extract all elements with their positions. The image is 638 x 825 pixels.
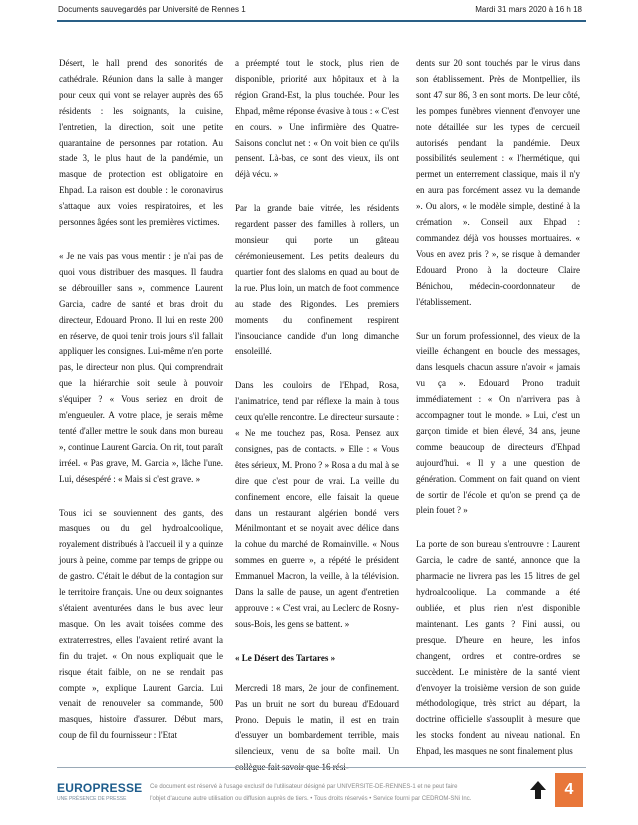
- page-number-badge: 4: [555, 773, 583, 807]
- paragraph: La porte de son bureau s'entrouvre : Laurent Garcia, le cadre de santé, annonce que la pharmacie ne livrera pas les 15 litres de gel hydroalcoolique. La commande a été oubliée, et plus rien n'est disponible maintenant. Les gants ? Fini aussi, ou presque. D'heure en heure, les infos changent, ordres et contre-ordres se succèdent. Le ministère de la santé vient d'envoyer la troisième version de son guide méthodologique, très strict au départ, la doctrine officielle s'assouplit à mesure que les stocks fondent au niveau national. En Ehpad, les masques ne sont finalement plus: [416, 539, 580, 757]
- scroll-to-top-button[interactable]: [528, 778, 548, 802]
- paragraph: Tous ici se souviennent des gants, des masques ou du gel hydroalcoolique, royalement distribués à l'accueil il y a quinze jours à peine, comme par temps de grippe ou de gastro. C'était le début de la contagion sur le territoire français. Une ou deux soignantes s'étaient aventurées dans le bus avec leur masque. On les avait toisées comme des extraterrestres, elles l'avaient retiré avant la fin du trajet. « On nous expliquait que le risque était faible, on ne se rendait pas compte », explique Laurent Garcia. Lui venait de renouveler sa commande, 500 masques, histoire d'assurer. Début mars, coup de fil du fournisseur : l'Etat: [59, 507, 223, 741]
- header-source: Documents sauvegardés par Université de Rennes 1: [58, 5, 246, 14]
- europresse-logo: [57, 781, 152, 802]
- paragraph: Dans les couloirs de l'Ehpad, Rosa, l'animatrice, tend par réflexe la main à tous ceux qu'elle rencontre. Le directeur sursaute : « Ne me touchez pas, Rosa. Pensez aux consignes, pas de contacts. » Elle : « Vous êtes sérieux, M. Prono ? » Rosa a du mal à se dire que c'est pour de vrai. La veille du confinement encore, elle faisait la queue dans un restaurant algérien bondé vers Ménilmontant et se noyait avec délice dans la cohue du marché de Romainville. « Nous sommes en guerre », a répété le président Emmanuel Macron, la veille, à la télévision. Dans la salle de pause, un agent d'entretien approuve : « C'est vrai, au Leclerc de Rosny-sous-Bois, les gens se battent. »: [235, 380, 399, 629]
- article-column-1: [59, 56, 223, 762]
- arrow-up-icon: [528, 778, 548, 802]
- paragraph: Par la grande baie vitrée, les résidents regardent passer des familles à rollers, un monsieur qui porte un gâteau cérémonieusement. Les petits dealeurs du quartier font des slaloms en quad au bout de la rue. Plus loin, un match de foot commence au stade des Rigondes. Les premiers moments du confinement respirent l'insouciance candide d'un long dimanche ensoleillé.: [235, 203, 399, 357]
- header-date: Mardi 31 mars 2020 à 16 h 18: [475, 5, 582, 14]
- paragraph: Désert, le hall prend des sonorités de cathédrale. Réunion dans la salle à manger pour ceux qui vont se relayer auprès des 65 résidents : les soignants, la cuisine, l'entretien, la direction, soit une petite quarantaine de personnes par rotation. Au stade 3, le plus haut de la pandémie, un masque de protection est obligatoire en Ehpad. La raison est double : le coronavirus s'attaque aux voies respiratoires, et les personnes âgées sont les premières victimes.: [59, 58, 223, 228]
- paragraph: Sur un forum professionnel, des vieux de la vieille échangent en boucle des messages, dans lesquels chacun assure n'avoir « jamais vu ça ». Edouard Prono traduit immédiatement : « On n'arrivera pas à accompagner tout le monde. » Lui, c'est un garçon timide et bien élevé, 34 ans, jeune comme beaucoup de directeurs d'Ehpad aujourd'hui. « Il y a une question de génération. Comment on fait quand on vient de sortir de l'école et qu'on se prend ça de plein fouet ? »: [416, 330, 580, 516]
- paragraph: a préempté tout le stock, plus rien de disponible, priorité aux hôpitaux et à la région Grand-Est, la plus touchée. Pour les Ehpad, même réponse évasive à tous : « C'est en cours. » Une infirmière des Quatre-Saisons conclut net : « On voit bien ce qu'ils pensent. Là-bas, ce sont des vieux, ils ont déjà vécu. »: [235, 58, 399, 180]
- footer-divider: [57, 767, 586, 768]
- header-divider: [57, 20, 586, 22]
- article-column-2: [235, 56, 399, 794]
- article-column-3: [416, 56, 580, 778]
- paragraph: dents sur 20 sont touchés par le virus dans son établissement. Près de Montpellier, ils sont 47 sur 86, 3 en sont morts. De leur côté, les pompes funèbres viennent d'envoyer une note détaillée sur les types de cercueil autorisés pendant la pandémie. Deux possibilités seulement : « l'hermétique, qui permet un enterrement classique, mais il n'y en aura pas forcément assez vu la demande ». Ou alors, « le modèle simple, destiné à la crémation ». Conseil aux Ehpad : commandez déjà vos housses mortuaires. « Vous en avez pris ? », se risque à demander Edouard Prono à la docteure Claire Bénichou, médecin-coordonnateur de l'établissement.: [416, 58, 580, 307]
- footer-notice-line-2: l'objet d'aucune autre utilisation ou diffusion auprès de tiers. • Tous droits réservés • Service fourni par CEDROM-SNi Inc.: [150, 796, 472, 802]
- paragraph: Mercredi 18 mars, 2e jour de confinement. Pas un bruit ne sort du bureau d'Edouard Prono. Depuis le matin, il est en train d'essuyer un bombardement terrible, mais silencieux, venu de sa boîte mail. Un collègue fait savoir que 16 rési-: [235, 682, 399, 773]
- footer-notice-line-1: Ce document est réservé à l'usage exclusif de l'utilisateur désigné par UNIVERSITE-DE-RENNES-1 et ne peut faire: [150, 784, 458, 790]
- logo-tagline: UNE PRÉSENCE DE PRESSE: [57, 796, 127, 802]
- paragraph: « Je ne vais pas vous mentir : je n'ai pas de quoi vous distribuer des masques. Il faudra se débrouiller sans », commence Laurent Garcia, cadre de santé et bras droit du directeur, Edouard Prono. Il lui en reste 200 en réserve, de quoi tenir trois jours s'il fallait appliquer les consignes. Lui-même n'en porte pas, le directeur non plus. Qui comprendrait que la hiérarchie soit seule à pouvoir s'équiper ? « Vous seriez en droit de m'engueuler. A votre place, je serais même tenté d'aller mettre le souk dans mon bureau », continue Laurent Garcia. On rit, tout paraît irréel. « Pas grave, M. Garcia », lâche l'une. Lui, désespéré : « Mais si c'est grave. »: [59, 250, 223, 484]
- footer-notice: [150, 781, 510, 805]
- subheading: [235, 651, 399, 667]
- subheading-text: « Le Désert des Tartares »: [235, 652, 336, 663]
- logo-wordmark: EUROPRESSE: [57, 781, 143, 795]
